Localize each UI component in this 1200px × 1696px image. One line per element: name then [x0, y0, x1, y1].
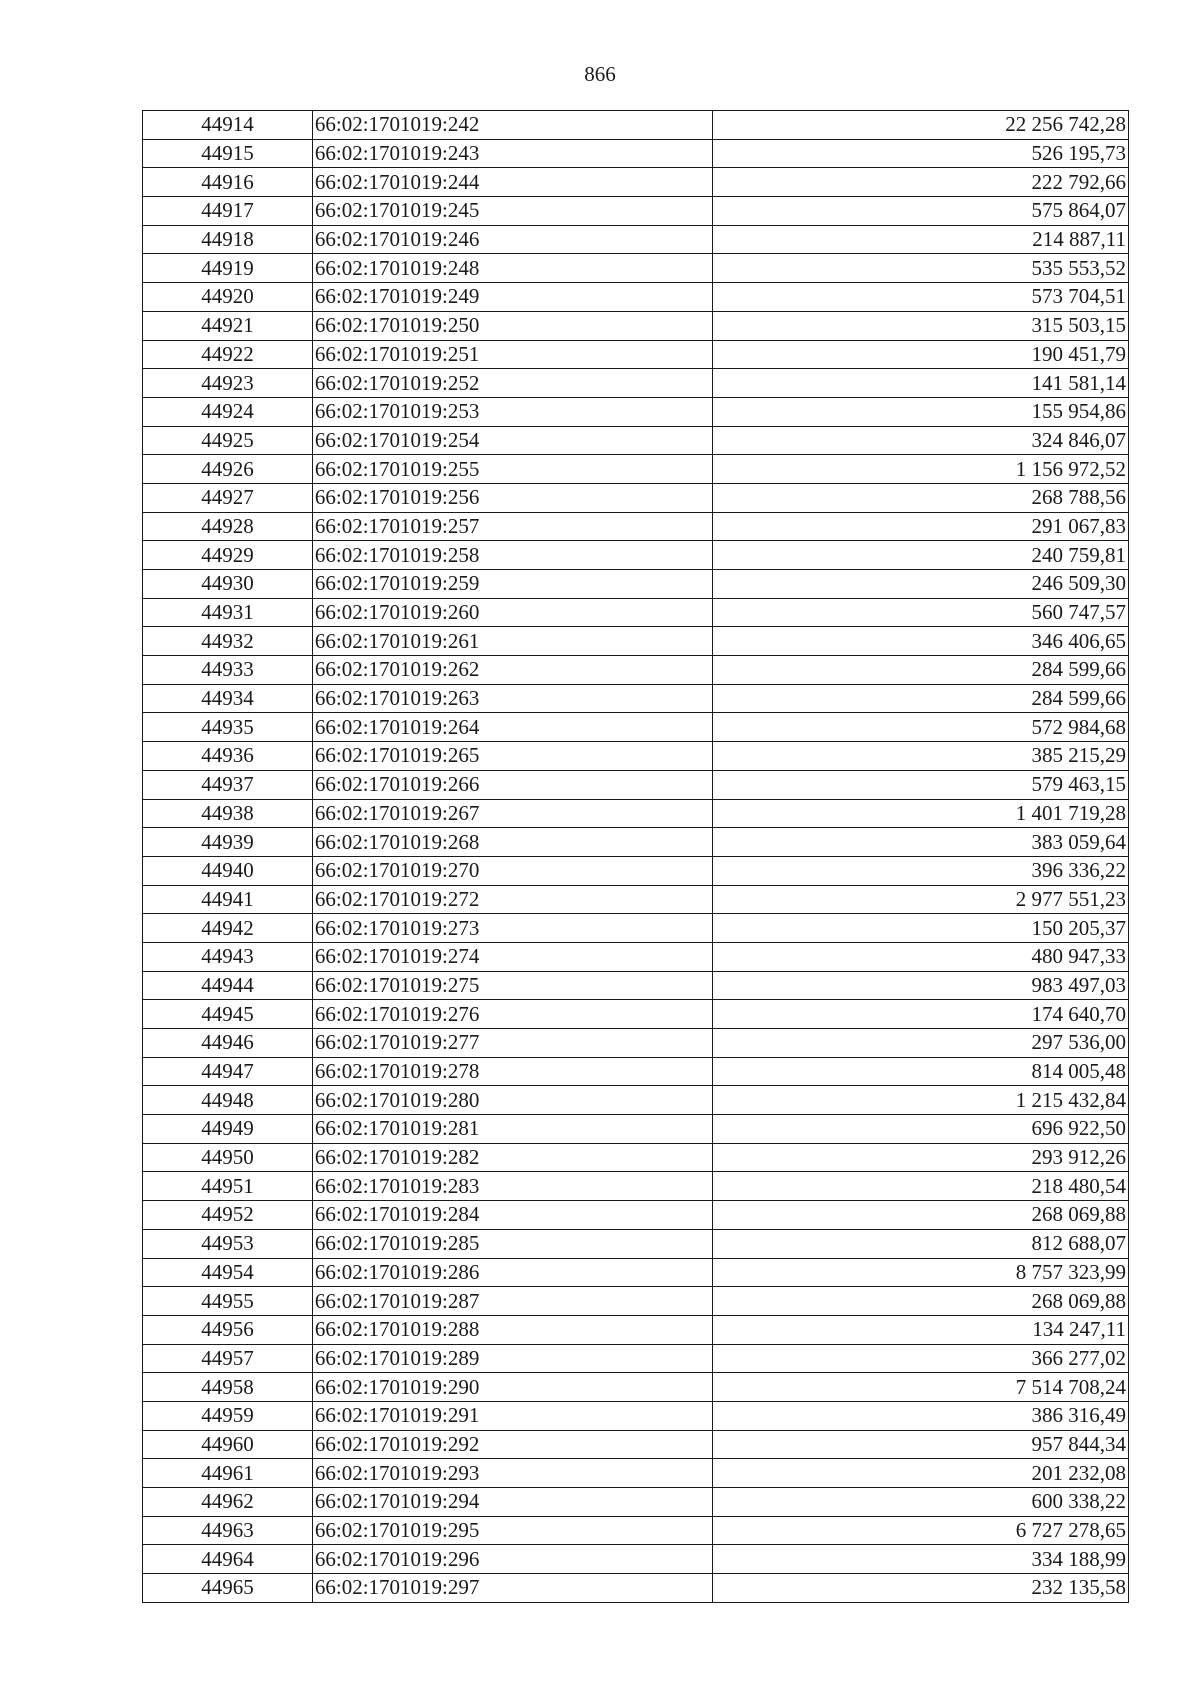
table-row	[143, 111, 1129, 140]
cadastral-number-cell: 66:02:1701019:254	[312, 426, 712, 455]
row-number-cell: 44930	[143, 570, 313, 599]
row-number-cell: 44928	[143, 512, 313, 541]
cadastral-value-cell: 232 135,58	[713, 1574, 1129, 1603]
cadastral-number-cell: 66:02:1701019:243	[312, 139, 712, 168]
cadastral-value-cell: 573 704,51	[713, 283, 1129, 312]
table-row	[143, 1143, 1129, 1172]
cadastral-number-cell: 66:02:1701019:291	[312, 1401, 712, 1430]
cadastral-value-cell: 334 188,99	[713, 1545, 1129, 1574]
table-row	[143, 742, 1129, 771]
row-number-cell: 44924	[143, 397, 313, 426]
cadastral-number-cell: 66:02:1701019:288	[312, 1315, 712, 1344]
cadastral-number-cell: 66:02:1701019:293	[312, 1459, 712, 1488]
row-number-cell: 44958	[143, 1373, 313, 1402]
table-row	[143, 885, 1129, 914]
cadastral-number-cell: 66:02:1701019:289	[312, 1344, 712, 1373]
table-row	[143, 684, 1129, 713]
cadastral-value-cell: 284 599,66	[713, 684, 1129, 713]
cadastral-value-cell: 1 215 432,84	[713, 1086, 1129, 1115]
table-row	[143, 971, 1129, 1000]
row-number-cell: 44919	[143, 254, 313, 283]
table-row	[143, 1315, 1129, 1344]
table-row	[143, 1029, 1129, 1058]
table-row	[143, 369, 1129, 398]
cadastral-value-cell: 957 844,34	[713, 1430, 1129, 1459]
row-number-cell: 44916	[143, 168, 313, 197]
table-row	[143, 656, 1129, 685]
cadastral-number-cell: 66:02:1701019:258	[312, 541, 712, 570]
cadastral-value-cell: 268 788,56	[713, 483, 1129, 512]
table-row	[143, 598, 1129, 627]
cadastral-number-cell: 66:02:1701019:287	[312, 1287, 712, 1316]
cadastral-number-cell: 66:02:1701019:268	[312, 828, 712, 857]
cadastral-number-cell: 66:02:1701019:251	[312, 340, 712, 369]
cadastral-value-cell: 526 195,73	[713, 139, 1129, 168]
cadastral-value-cell: 174 640,70	[713, 1000, 1129, 1029]
row-number-cell: 44917	[143, 197, 313, 226]
cadastral-value-cell: 572 984,68	[713, 713, 1129, 742]
row-number-cell: 44964	[143, 1545, 313, 1574]
row-number-cell: 44947	[143, 1057, 313, 1086]
table-row	[143, 168, 1129, 197]
row-number-cell: 44921	[143, 311, 313, 340]
table-row	[143, 1172, 1129, 1201]
cadastral-number-cell: 66:02:1701019:275	[312, 971, 712, 1000]
cadastral-value-cell: 386 316,49	[713, 1401, 1129, 1430]
cadastral-value-cell: 346 406,65	[713, 627, 1129, 656]
table-row	[143, 713, 1129, 742]
cadastral-value-cell: 246 509,30	[713, 570, 1129, 599]
table-row	[143, 856, 1129, 885]
table-row	[143, 1057, 1129, 1086]
cadastral-number-cell: 66:02:1701019:278	[312, 1057, 712, 1086]
table-row	[143, 1000, 1129, 1029]
table-row	[143, 225, 1129, 254]
cadastral-value-cell: 579 463,15	[713, 770, 1129, 799]
table-row	[143, 283, 1129, 312]
table-row	[143, 799, 1129, 828]
cadastral-value-cell: 324 846,07	[713, 426, 1129, 455]
cadastral-value-cell: 297 536,00	[713, 1029, 1129, 1058]
cadastral-number-cell: 66:02:1701019:272	[312, 885, 712, 914]
cadastral-number-cell: 66:02:1701019:250	[312, 311, 712, 340]
row-number-cell: 44961	[143, 1459, 313, 1488]
table-row	[143, 426, 1129, 455]
cadastral-number-cell: 66:02:1701019:270	[312, 856, 712, 885]
row-number-cell: 44934	[143, 684, 313, 713]
table-row	[143, 1430, 1129, 1459]
cadastral-value-cell: 6 727 278,65	[713, 1516, 1129, 1545]
table-row	[143, 541, 1129, 570]
cadastral-value-cell: 814 005,48	[713, 1057, 1129, 1086]
cadastral-value-cell: 7 514 708,24	[713, 1373, 1129, 1402]
table-row	[143, 1516, 1129, 1545]
cadastral-number-cell: 66:02:1701019:261	[312, 627, 712, 656]
cadastral-value-cell: 383 059,64	[713, 828, 1129, 857]
cadastral-number-cell: 66:02:1701019:281	[312, 1115, 712, 1144]
row-number-cell: 44962	[143, 1488, 313, 1517]
table-row	[143, 1086, 1129, 1115]
row-number-cell: 44949	[143, 1115, 313, 1144]
cadastral-number-cell: 66:02:1701019:257	[312, 512, 712, 541]
cadastral-value-cell: 268 069,88	[713, 1201, 1129, 1230]
cadastral-number-cell: 66:02:1701019:277	[312, 1029, 712, 1058]
table-row	[143, 1344, 1129, 1373]
row-number-cell: 44915	[143, 139, 313, 168]
cadastral-value-table	[142, 110, 1129, 1603]
cadastral-number-cell: 66:02:1701019:259	[312, 570, 712, 599]
row-number-cell: 44918	[143, 225, 313, 254]
cadastral-value-cell: 480 947,33	[713, 942, 1129, 971]
table-row	[143, 1229, 1129, 1258]
table-row	[143, 340, 1129, 369]
table-row	[143, 914, 1129, 943]
cadastral-number-cell: 66:02:1701019:246	[312, 225, 712, 254]
table-body	[143, 111, 1129, 1603]
cadastral-value-cell: 812 688,07	[713, 1229, 1129, 1258]
cadastral-number-cell: 66:02:1701019:282	[312, 1143, 712, 1172]
row-number-cell: 44940	[143, 856, 313, 885]
row-number-cell: 44936	[143, 742, 313, 771]
row-number-cell: 44938	[143, 799, 313, 828]
cadastral-value-cell: 155 954,86	[713, 397, 1129, 426]
cadastral-value-cell: 22 256 742,28	[713, 111, 1129, 140]
cadastral-value-cell: 983 497,03	[713, 971, 1129, 1000]
table-row	[143, 1401, 1129, 1430]
row-number-cell: 44935	[143, 713, 313, 742]
row-number-cell: 44951	[143, 1172, 313, 1201]
table-row	[143, 197, 1129, 226]
cadastral-value-cell: 134 247,11	[713, 1315, 1129, 1344]
cadastral-number-cell: 66:02:1701019:252	[312, 369, 712, 398]
cadastral-number-cell: 66:02:1701019:276	[312, 1000, 712, 1029]
row-number-cell: 44937	[143, 770, 313, 799]
cadastral-number-cell: 66:02:1701019:266	[312, 770, 712, 799]
cadastral-value-cell: 284 599,66	[713, 656, 1129, 685]
cadastral-number-cell: 66:02:1701019:255	[312, 455, 712, 484]
cadastral-number-cell: 66:02:1701019:249	[312, 283, 712, 312]
cadastral-number-cell: 66:02:1701019:265	[312, 742, 712, 771]
row-number-cell: 44963	[143, 1516, 313, 1545]
cadastral-number-cell: 66:02:1701019:262	[312, 656, 712, 685]
cadastral-number-cell: 66:02:1701019:263	[312, 684, 712, 713]
cadastral-value-cell: 385 215,29	[713, 742, 1129, 771]
cadastral-number-cell: 66:02:1701019:294	[312, 1488, 712, 1517]
row-number-cell: 44957	[143, 1344, 313, 1373]
cadastral-number-cell: 66:02:1701019:245	[312, 197, 712, 226]
table-row	[143, 770, 1129, 799]
cadastral-value-cell: 8 757 323,99	[713, 1258, 1129, 1287]
cadastral-number-cell: 66:02:1701019:256	[312, 483, 712, 512]
row-number-cell: 44939	[143, 828, 313, 857]
table-row	[143, 512, 1129, 541]
cadastral-number-cell: 66:02:1701019:242	[312, 111, 712, 140]
row-number-cell: 44932	[143, 627, 313, 656]
cadastral-value-cell: 291 067,83	[713, 512, 1129, 541]
row-number-cell: 44920	[143, 283, 313, 312]
cadastral-value-cell: 141 581,14	[713, 369, 1129, 398]
cadastral-value-cell: 600 338,22	[713, 1488, 1129, 1517]
table-row	[143, 1545, 1129, 1574]
cadastral-number-cell: 66:02:1701019:295	[312, 1516, 712, 1545]
cadastral-number-cell: 66:02:1701019:274	[312, 942, 712, 971]
row-number-cell: 44944	[143, 971, 313, 1000]
row-number-cell: 44945	[143, 1000, 313, 1029]
cadastral-value-cell: 190 451,79	[713, 340, 1129, 369]
cadastral-value-cell: 696 922,50	[713, 1115, 1129, 1144]
table-row	[143, 1258, 1129, 1287]
row-number-cell: 44941	[143, 885, 313, 914]
row-number-cell: 44931	[143, 598, 313, 627]
cadastral-number-cell: 66:02:1701019:260	[312, 598, 712, 627]
table-row	[143, 942, 1129, 971]
cadastral-value-cell: 214 887,11	[713, 225, 1129, 254]
row-number-cell: 44950	[143, 1143, 313, 1172]
row-number-cell: 44955	[143, 1287, 313, 1316]
cadastral-number-cell: 66:02:1701019:296	[312, 1545, 712, 1574]
cadastral-value-cell: 240 759,81	[713, 541, 1129, 570]
row-number-cell: 44929	[143, 541, 313, 570]
cadastral-value-cell: 1 156 972,52	[713, 455, 1129, 484]
cadastral-value-cell: 201 232,08	[713, 1459, 1129, 1488]
row-number-cell: 44927	[143, 483, 313, 512]
table-row	[143, 139, 1129, 168]
row-number-cell: 44953	[143, 1229, 313, 1258]
row-number-cell: 44954	[143, 1258, 313, 1287]
cadastral-number-cell: 66:02:1701019:248	[312, 254, 712, 283]
row-number-cell: 44933	[143, 656, 313, 685]
cadastral-number-cell: 66:02:1701019:286	[312, 1258, 712, 1287]
row-number-cell: 44952	[143, 1201, 313, 1230]
row-number-cell: 44914	[143, 111, 313, 140]
table-row	[143, 1459, 1129, 1488]
cadastral-value-cell: 150 205,37	[713, 914, 1129, 943]
cadastral-number-cell: 66:02:1701019:292	[312, 1430, 712, 1459]
cadastral-value-cell: 315 503,15	[713, 311, 1129, 340]
row-number-cell: 44942	[143, 914, 313, 943]
cadastral-value-cell: 268 069,88	[713, 1287, 1129, 1316]
table-row	[143, 397, 1129, 426]
cadastral-value-cell: 2 977 551,23	[713, 885, 1129, 914]
row-number-cell: 44959	[143, 1401, 313, 1430]
row-number-cell: 44925	[143, 426, 313, 455]
table-row	[143, 570, 1129, 599]
cadastral-number-cell: 66:02:1701019:273	[312, 914, 712, 943]
table-row	[143, 1488, 1129, 1517]
row-number-cell: 44965	[143, 1574, 313, 1603]
row-number-cell: 44946	[143, 1029, 313, 1058]
cadastral-number-cell: 66:02:1701019:283	[312, 1172, 712, 1201]
table-row	[143, 483, 1129, 512]
table-row	[143, 1287, 1129, 1316]
cadastral-value-cell: 560 747,57	[713, 598, 1129, 627]
cadastral-number-cell: 66:02:1701019:253	[312, 397, 712, 426]
cadastral-number-cell: 66:02:1701019:267	[312, 799, 712, 828]
cadastral-value-cell: 535 553,52	[713, 254, 1129, 283]
table-row	[143, 828, 1129, 857]
row-number-cell: 44922	[143, 340, 313, 369]
cadastral-value-cell: 575 864,07	[713, 197, 1129, 226]
cadastral-number-cell: 66:02:1701019:284	[312, 1201, 712, 1230]
table-row	[143, 311, 1129, 340]
cadastral-value-cell: 218 480,54	[713, 1172, 1129, 1201]
table-row	[143, 1201, 1129, 1230]
row-number-cell: 44943	[143, 942, 313, 971]
cadastral-number-cell: 66:02:1701019:264	[312, 713, 712, 742]
cadastral-value-cell: 396 336,22	[713, 856, 1129, 885]
row-number-cell: 44926	[143, 455, 313, 484]
table-row	[143, 1373, 1129, 1402]
cadastral-number-cell: 66:02:1701019:285	[312, 1229, 712, 1258]
table-row	[143, 254, 1129, 283]
cadastral-value-cell: 222 792,66	[713, 168, 1129, 197]
row-number-cell: 44956	[143, 1315, 313, 1344]
row-number-cell: 44948	[143, 1086, 313, 1115]
table-row	[143, 1115, 1129, 1144]
table-row	[143, 627, 1129, 656]
cadastral-number-cell: 66:02:1701019:244	[312, 168, 712, 197]
cadastral-number-cell: 66:02:1701019:297	[312, 1574, 712, 1603]
cadastral-number-cell: 66:02:1701019:290	[312, 1373, 712, 1402]
row-number-cell: 44923	[143, 369, 313, 398]
cadastral-value-cell: 293 912,26	[713, 1143, 1129, 1172]
page-number: 866	[584, 62, 616, 86]
row-number-cell: 44960	[143, 1430, 313, 1459]
cadastral-value-cell: 366 277,02	[713, 1344, 1129, 1373]
table-row	[143, 1574, 1129, 1603]
table-row	[143, 455, 1129, 484]
cadastral-number-cell: 66:02:1701019:280	[312, 1086, 712, 1115]
cadastral-value-cell: 1 401 719,28	[713, 799, 1129, 828]
